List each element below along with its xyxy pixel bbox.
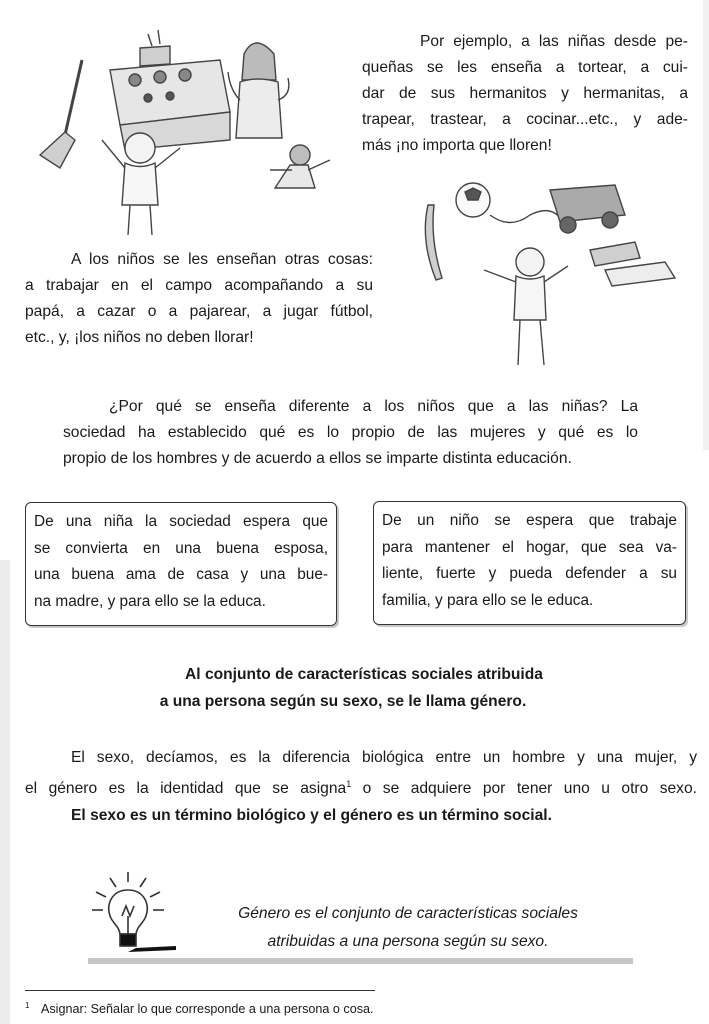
left-margin-bar	[0, 560, 10, 1024]
tip-line-2: atribuidas a una persona según su sexo.	[267, 933, 549, 950]
girl-expectation-box	[25, 502, 337, 626]
sex-gender-line-3: El sexo es un término biológico y el género es un término social.	[71, 807, 552, 825]
sex-gender-line-2	[25, 771, 697, 802]
intro-left-paragraph	[25, 247, 373, 351]
boy-box-line: familia, y para ello se le educa.	[382, 591, 594, 609]
definition-line-2: a una persona según su sexo, se le llama género.	[159, 693, 527, 710]
footnote-text: Asignar: Señalar lo que corresponde a una persona o cosa.	[40, 1002, 374, 1017]
question-line: propio de los hombres y de acuerdo a ellos se imparte distinta educación.	[63, 450, 572, 467]
sex-gender-line-2a: el género es la identidad que se asigna	[25, 780, 347, 798]
question-line: sociedad ha establecido qué es lo propio de las mujeres y qué es lo	[63, 424, 638, 441]
question-line: ¿Por qué se enseña diferente a los niños que a las niñas? La	[109, 398, 638, 415]
intro-right-line: dar de sus hermanitos y hermanitas, a	[362, 85, 688, 102]
intro-left-line: etc., y, ¡los niños no deben llorar!	[25, 329, 254, 346]
intro-right-line: Por ejemplo, a las niñas desde pe-	[420, 33, 688, 50]
girl-box-line: una buena ama de casa y una bue-	[34, 566, 328, 583]
footnote	[25, 997, 645, 1018]
intro-left-line: a trabajar en el campo acompañando a su	[25, 277, 373, 294]
footnote-marker: 1	[25, 1001, 30, 1010]
footnote-ref: 1	[346, 779, 352, 789]
lightbulb-icon	[88, 868, 178, 956]
girls-chores-illustration	[30, 20, 360, 245]
tip-text	[186, 900, 630, 956]
right-margin-bar	[703, 0, 709, 450]
girl-box-line: De una niña la sociedad espera que	[34, 513, 328, 530]
question-paragraph	[63, 394, 638, 472]
intro-left-line: A los niños se les enseñan otras cosas:	[71, 251, 373, 268]
boy-box-line: liente, fuerte y pueda defender a su	[382, 565, 677, 582]
sex-gender-line-1: El sexo, decíamos, es la diferencia biológica entre un hombre y una mujer, y	[71, 749, 697, 766]
girl-box-line: se convierta en una buena esposa,	[34, 539, 328, 557]
girl-box-line: na madre, y para ello se la educa.	[34, 592, 266, 610]
boy-expectation-box	[373, 501, 686, 625]
sex-gender-line-2b: o se adquiere por tener uno u otro sexo.	[351, 780, 697, 798]
intro-right-line: queñas se les enseña a tortear, a cui-	[362, 59, 688, 76]
intro-right-line: trapear, trastear, a cocinar...etc., y ade-	[362, 111, 688, 128]
sex-gender-paragraph	[25, 744, 697, 829]
tip-underline	[88, 958, 633, 964]
boy-box-line: para mantener el hogar, que sea va-	[382, 538, 677, 556]
definition-line-1: Al conjunto de características sociales atribuida	[185, 666, 543, 683]
footnote-divider	[25, 990, 375, 991]
boys-activities-illustration	[400, 170, 690, 370]
intro-right-paragraph	[362, 29, 688, 159]
boy-box-line: De un niño se espera que trabaje	[382, 512, 677, 529]
definition-heading	[100, 661, 628, 715]
intro-left-line: papá, a cazar o a pajarear, a jugar fútbol,	[25, 303, 373, 320]
intro-right-line: más ¡no importa que lloren!	[362, 137, 552, 154]
tip-line-1: Género es el conjunto de características sociales	[238, 905, 578, 922]
